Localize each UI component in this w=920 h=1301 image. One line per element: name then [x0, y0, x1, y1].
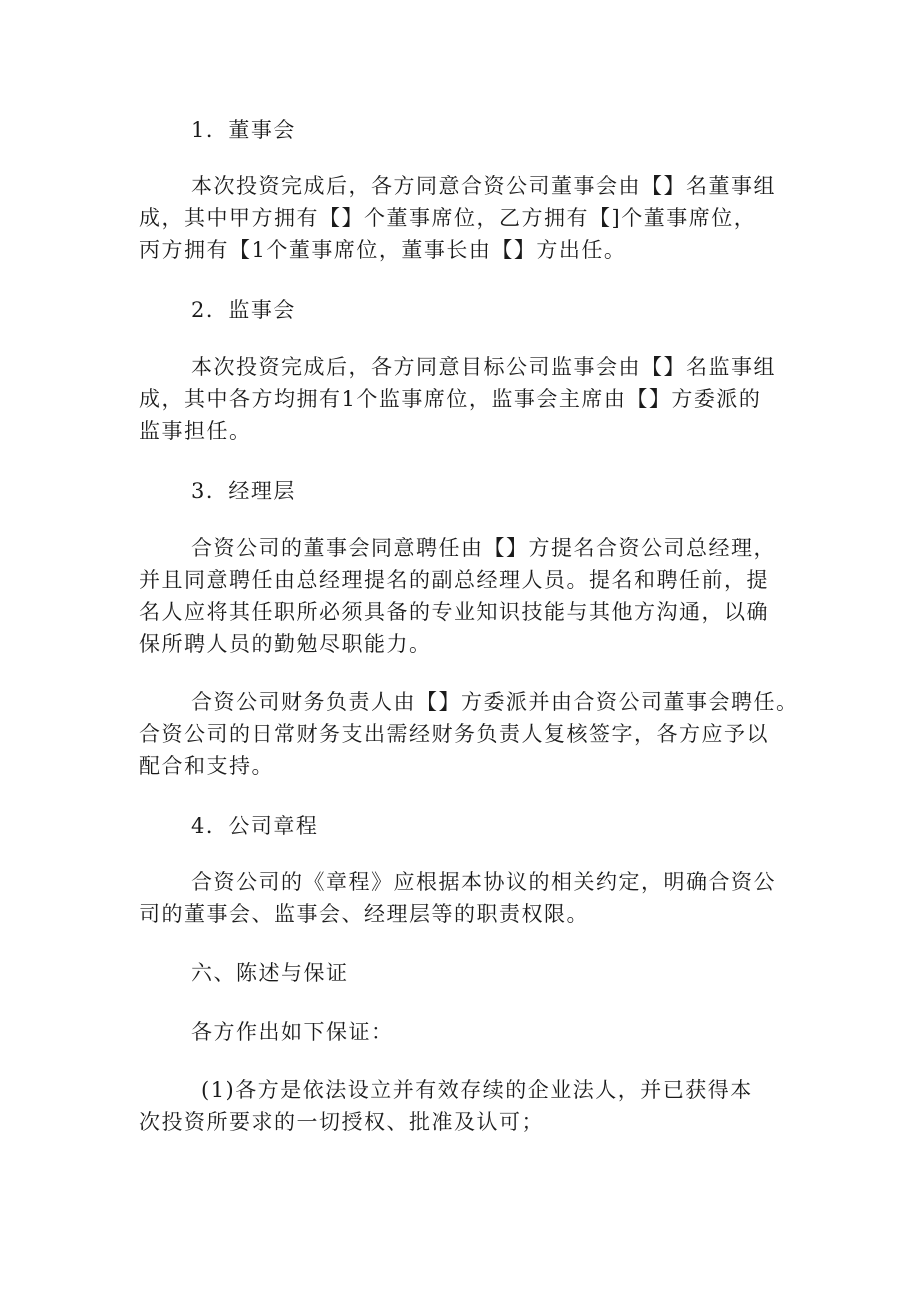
paragraph-line: 丙方拥有【1个董事席位，董事长由【】方出任。: [139, 238, 627, 262]
paragraph-line: 司的董事会、监事会、经理层等的职责权限。: [139, 902, 589, 926]
paragraph-line: 配合和支持。: [139, 754, 274, 778]
paragraph-line: 合资公司的《章程》应根据本协议的相关约定，明确合资公: [191, 870, 776, 894]
paragraph-line: 本次投资完成后，各方同意合资公司董事会由【】名董事组: [191, 174, 776, 198]
heading-line: 六、陈述与保证: [191, 961, 349, 985]
heading-supervisory-board: [139, 294, 789, 326]
paragraph-line: 本次投资完成后，各方同意目标公司监事会由【】名监事组: [191, 355, 776, 379]
paragraph-line: 各方作出如下保证：: [191, 1020, 394, 1044]
paragraph-line: 合资公司的日常财务支出需经财务负责人复核签字，各方应予以: [139, 722, 769, 746]
heading-articles-of-association: [139, 810, 789, 842]
heading-representations-warranties: [139, 957, 789, 989]
paragraph-line: 合资公司财务负责人由【】方委派并由合资公司董事会聘任。: [191, 690, 799, 714]
paragraph-line: 成，其中各方均拥有1个监事席位，监事会主席由【】方委派的: [139, 387, 762, 411]
heading-board-of-directors: [139, 114, 789, 146]
paragraph-line: 名人应将其任职所必须具备的专业知识技能与其他方沟通，以确: [139, 600, 769, 624]
heading-line: 3．经理层: [191, 479, 296, 503]
heading-line: 1．董事会: [191, 118, 296, 142]
paragraph-line: 并且同意聘任由总经理提名的副总经理人员。提名和聘任前，提: [139, 568, 769, 592]
list-item-line: (1)各方是依法设立并有效存续的企业法人，并已获得本: [201, 1078, 753, 1102]
paragraph-line: 合资公司的董事会同意聘任由【】方提名合资公司总经理，: [191, 536, 776, 560]
paragraph-articles: [139, 866, 789, 930]
paragraph-line: 成，其中甲方拥有【】个董事席位，乙方拥有【]个董事席位，: [139, 206, 757, 230]
heading-line: 4．公司章程: [191, 814, 319, 838]
paragraph-line: 保所聘人员的勤勉尽职能力。: [139, 632, 432, 656]
list-item-line: 次投资所要求的一切授权、批准及认可；: [139, 1110, 544, 1134]
heading-management: [139, 475, 789, 507]
paragraph-finance-officer: [139, 686, 799, 782]
paragraph-board-composition: [139, 170, 789, 266]
heading-line: 2．监事会: [191, 298, 296, 322]
paragraph-supervisory-composition: [139, 351, 789, 447]
list-item-warranty-1: [139, 1074, 789, 1138]
paragraph-general-manager: [139, 532, 789, 660]
paragraph-warranties-intro: [139, 1016, 789, 1048]
paragraph-line: 监事担任。: [139, 419, 252, 443]
